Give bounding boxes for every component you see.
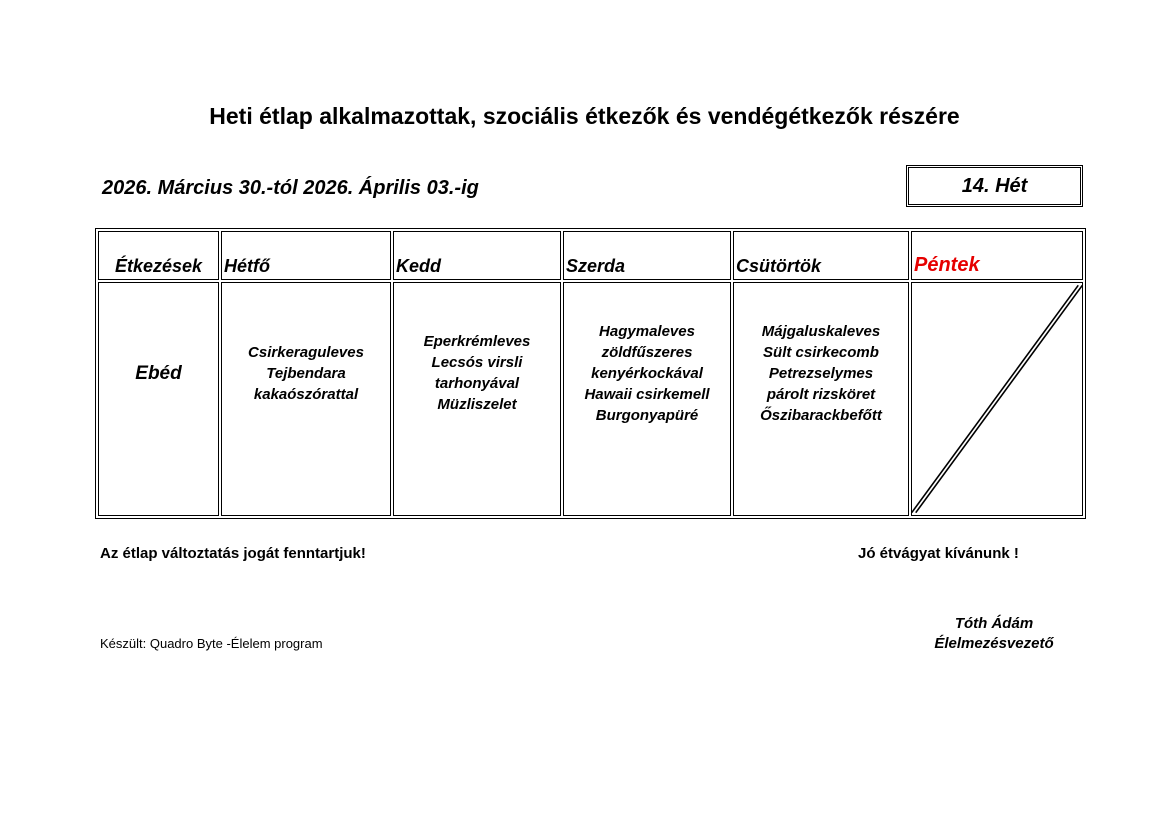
menu-line: kenyérkockával	[591, 364, 703, 382]
signature-block	[910, 614, 1078, 654]
meal-label-cell	[98, 282, 219, 516]
week-label: 14. Hét	[961, 175, 1028, 197]
made-by-footer: Készült: Quadro Byte -Élelem program	[100, 636, 323, 651]
bon-appetit-note: Jó étvágyat kívánunk !	[858, 545, 1019, 562]
menu-line: Petrezselymes	[768, 364, 874, 382]
menu-line: Lecsós virsli	[431, 354, 523, 371]
menu-line: Májgaluskaleves	[761, 322, 881, 340]
header-meals: Étkezések	[98, 231, 219, 280]
monday-menu	[221, 282, 391, 516]
wednesday-menu	[563, 282, 731, 516]
header-row	[98, 231, 1083, 280]
header-monday: Hétfő	[221, 231, 391, 280]
menu-table	[95, 228, 1086, 519]
date-range: 2026. Március 30.-tól 2026. Április 03.-ig	[102, 177, 479, 199]
menu-line: Sült csirkecomb	[763, 343, 879, 361]
menu-line: kakaószórattal	[253, 385, 359, 403]
menu-line: Hagymaleves	[599, 322, 695, 340]
week-box	[906, 165, 1083, 207]
menu-line: Müzliszelet	[437, 396, 517, 413]
friday-menu-empty	[911, 282, 1083, 516]
strike-through-diagonal	[912, 283, 1082, 515]
signature-name: Tóth Ádám	[954, 615, 1034, 632]
menu-line: Tejbendara	[266, 364, 346, 382]
menu-line: párolt rizsköret	[766, 385, 876, 403]
menu-line: Burgonyapüré	[595, 406, 699, 424]
header-friday: Péntek	[911, 231, 1083, 280]
menu-line: Csirkeraguleves	[248, 343, 364, 361]
meal-label: Ebéd	[135, 362, 182, 384]
header-wednesday: Szerda	[563, 231, 731, 280]
menu-line: tarhonyával	[434, 375, 520, 392]
thursday-menu	[733, 282, 909, 516]
page-title: Heti étlap alkalmazottak, szociális étkezők és vendégétkezők részére	[209, 103, 960, 129]
menu-line: Hawaii csirkemell	[584, 385, 710, 403]
menu-line: Őszibarackbefőtt	[760, 406, 882, 424]
menu-line: Eperkrémleves	[423, 333, 531, 350]
tuesday-menu	[393, 282, 561, 516]
menu-line: zöldfűszeres	[601, 343, 693, 361]
change-notice: Az étlap változtatás jogát fenntartjuk!	[100, 545, 366, 562]
header-tuesday: Kedd	[393, 231, 561, 280]
lunch-row	[98, 282, 1083, 516]
header-thursday: Csütörtök	[733, 231, 909, 280]
signature-role: Élelmezésvezető	[934, 635, 1054, 652]
